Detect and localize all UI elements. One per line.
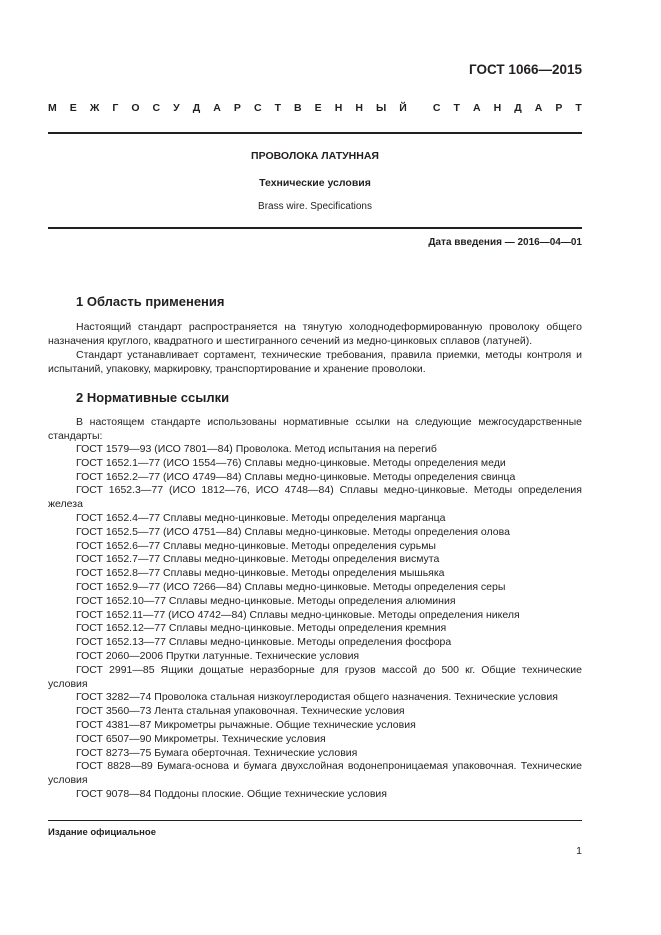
reference-item: ГОСТ 9078—84 Поддоны плоские. Общие технические условия xyxy=(76,787,387,800)
reference-item: ГОСТ 1652.3—77 (ИСО 1812—76, ИСО 4748—84) Сплавы медно-цинковые. Методы определения железа xyxy=(48,484,582,511)
standard-code: ГОСТ 1066—2015 xyxy=(469,62,582,77)
heading-letter: Т xyxy=(453,102,460,114)
paragraph-text: В настоящем стандарте использованы нормативные ссылки на следующие межгосударственные стандарты: xyxy=(48,416,582,442)
reference-item: ГОСТ 1652.12—77 Сплавы медно-цинковые. Методы определения кремния xyxy=(76,622,447,635)
heading-letter: А xyxy=(472,102,481,114)
reference-item: ГОСТ 3560—73 Лента стальная упаковочная. Технические условия xyxy=(76,705,405,718)
heading-letter: Е xyxy=(69,102,77,114)
heading-letter: С xyxy=(432,102,441,114)
standard-type-heading xyxy=(48,102,582,114)
reference-item: ГОСТ 1652.6—77 Сплавы медно-цинковые. Методы определения сурьмы xyxy=(76,539,436,552)
reference-item: ГОСТ 1652.4—77 Сплавы медно-цинковые. Методы определения марганца xyxy=(76,511,446,524)
english-title: Brass wire. Specifications xyxy=(258,201,372,212)
reference-item: ГОСТ 8828—89 Бумага-основа и бумага двухслойная водонепроницаемая упаковочная. Технические условия xyxy=(48,760,582,787)
heading-letter: Д xyxy=(192,102,201,114)
official-edition-label: Издание официальное xyxy=(48,827,156,838)
reference-item: ГОСТ 1652.9—77 (ИСО 7266—84) Сплавы медно-цинковые. Методы определения серы xyxy=(76,580,506,593)
reference-item: ГОСТ 1652.8—77 Сплавы медно-цинковые. Методы определения мышьяка xyxy=(76,567,445,580)
heading-letter: С xyxy=(152,102,161,114)
section-1-paragraph-1 xyxy=(48,320,582,348)
section-2-intro xyxy=(48,415,582,443)
heading-letter: Р xyxy=(555,102,563,114)
document-subtitle: Технические условия xyxy=(259,177,371,189)
footer-rule xyxy=(48,820,582,821)
heading-letter: Н xyxy=(334,102,343,114)
heading-letter: Р xyxy=(233,102,241,114)
reference-item: ГОСТ 1652.1—77 (ИСО 1554—76) Сплавы медно-цинковые. Методы определения меди xyxy=(76,456,506,469)
heading-letter: В xyxy=(294,102,302,114)
reference-item: ГОСТ 1652.13—77 Сплавы медно-цинковые. Методы определения фосфора xyxy=(76,636,452,649)
reference-item: ГОСТ 1652.11—77 (ИСО 4742—84) Сплавы медно-цинковые. Методы определения никеля xyxy=(76,608,520,621)
introduction-date: Дата введения — 2016—04—01 xyxy=(428,237,582,248)
heading-letter: А xyxy=(534,102,543,114)
heading-letter: Ы xyxy=(375,102,387,114)
heading-letter: Т xyxy=(575,102,582,114)
heading-letter: Т xyxy=(274,102,281,114)
reference-item: ГОСТ 4381—87 Микрометры рычажные. Общие технические условия xyxy=(76,718,416,731)
reference-item: ГОСТ 2060—2006 Прутки латунные. Технические условия xyxy=(76,649,360,662)
section-1-paragraph-2 xyxy=(48,348,582,376)
reference-item: ГОСТ 8273—75 Бумага оберточная. Технические условия xyxy=(76,746,358,759)
reference-item: ГОСТ 1579—93 (ИСО 7801—84) Проволока. Метод испытания на перегиб xyxy=(76,443,437,455)
document-title: ПРОВОЛОКА ЛАТУННАЯ xyxy=(251,150,379,162)
reference-item: ГОСТ 6507—90 Микрометры. Технические условия xyxy=(76,732,326,745)
page-number: 1 xyxy=(576,845,582,857)
heading-letter: Е xyxy=(314,102,322,114)
heading-letter: Н xyxy=(355,102,363,114)
heading-letter: Ж xyxy=(89,102,100,114)
reference-item: ГОСТ 1652.5—77 (ИСО 4751—84) Сплавы медно-цинковые. Методы определения олова xyxy=(76,525,510,538)
title-rule xyxy=(48,227,582,229)
heading-letter: У xyxy=(173,102,180,114)
top-rule xyxy=(48,132,582,134)
reference-list xyxy=(48,443,582,802)
heading-letter: Д xyxy=(514,102,522,114)
heading-letter: Й xyxy=(399,102,407,114)
heading-letter: О xyxy=(131,102,140,114)
reference-item: ГОСТ 2991—85 Ящики дощатые неразборные для грузов массой до 500 кг. Общие технические условия xyxy=(48,663,582,690)
paragraph-text: Настоящий стандарт распространяется на тянутую холоднодеформированную проволоку общего назначения круглого, квадратного и шестигранного сечений из медно-цинковых сплавов (латуней). xyxy=(48,321,582,347)
heading-letter: М xyxy=(48,102,57,114)
heading-letter: Н xyxy=(493,102,502,114)
heading-letter: А xyxy=(213,102,221,114)
reference-item: ГОСТ 1652.10—77 Сплавы медно-цинковые. Методы определения алюминия xyxy=(76,594,456,607)
paragraph-text: Стандарт устанавливает сортамент, технические требования, правила приемки, методы контроля и испытаний, упаковку, маркировку, транспортирование и хранение проволоки. xyxy=(48,349,582,375)
section-2-heading: 2 Нормативные ссылки xyxy=(76,390,230,405)
reference-item: ГОСТ 1652.7—77 Сплавы медно-цинковые. Методы определения висмута xyxy=(76,553,440,566)
section-1-heading: 1 Область применения xyxy=(76,294,225,309)
reference-item: ГОСТ 1652.2—77 (ИСО 4749—84) Сплавы медно-цинковые. Методы определения свинца xyxy=(76,470,516,483)
heading-letter: Г xyxy=(112,102,119,114)
reference-item: ГОСТ 3282—74 Проволока стальная низкоуглеродистая общего назначения. Технические условия xyxy=(76,691,558,704)
heading-letter: С xyxy=(253,102,262,114)
